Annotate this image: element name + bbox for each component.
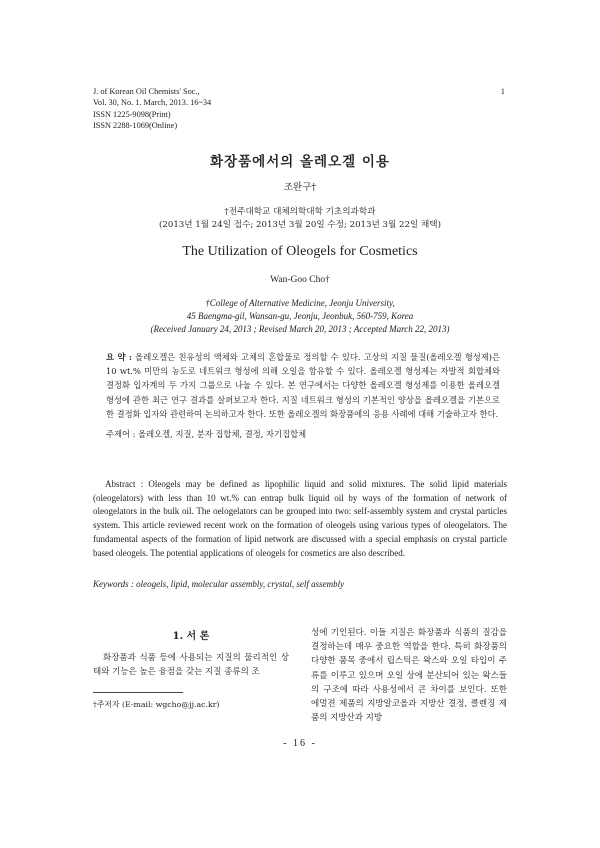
journal-header-line: Vol. 30, No. 1. March, 2013. 16~34 xyxy=(93,98,212,108)
abstract-korean-text: 올레오겔은 친유성의 액체와 고체의 혼합물로 정의할 수 있다. 고상의 지질 물질(올레오겔 형성제)은 10 wt.% 미만의 농도로 네트워크 형성에 의해 오일을 함유할 수 있다. 올레오겔 형성제는 자발적 회합체와 결정화 입자계의 두 가지 그룹으로 나눌 수 있다. 본 연구에서는 다양한 올레오겔 형성제를 이용한 올레오겔 형성에 관한 최근 연구 결과를 살펴보고자 한다. 지질 네트워크 형성의 기본적인 양상을 올레오겔을 기본으로 한 결정화 입자와 관련하여 논의하고자 한다. 또한 올레오겔의 화장품에의 응용 사례에 대해 기술하고자 한다. xyxy=(106,352,500,419)
corresponding-author-footnote: †주저자 (E-mail: wgcho@jj.ac.kr) xyxy=(93,700,220,709)
affiliation-korean xyxy=(0,206,600,232)
body-column-left xyxy=(93,651,289,679)
body-paragraph: 성에 기인된다. 이들 지질은 화장품과 식품의 질감을 결정하는데 매우 중요한 역할을 한다. 특히 화장품의 다양한 품목 중에서 립스틱은 왁스와 오일 타입이 주류를 이루고 있으며 오일 상에 분산되어 있는 왁스들의 구조에 따라 사용성에서 큰 차이를 보인다. 또한 에멀젼 제품의 지방알코올과 지방산 결정, 클렌징 제품의 지방산과 지방 xyxy=(311,628,507,724)
body-column-right xyxy=(311,626,507,725)
journal-header-line: J. of Korean Oil Chemists' Soc., xyxy=(93,87,200,96)
journal-header-line: ISSN 2288-1069(Online) xyxy=(93,121,178,131)
paper-title-korean: 화장품에서의 올레오겔 이용 xyxy=(210,154,390,170)
affiliation-english-line: †College of Alternative Medicine, Jeonju University, xyxy=(205,298,395,308)
abstract-english xyxy=(93,478,507,560)
abstract-korean-label: 요 약 : xyxy=(106,352,132,362)
abstract-english-label: Abstract xyxy=(105,479,136,489)
journal-header-line: ISSN 1225-9098(Print) xyxy=(93,109,171,119)
page-number-top: 1 xyxy=(500,86,505,96)
author-english: Wan-Goo Cho† xyxy=(270,275,330,285)
abstract-korean xyxy=(106,350,500,421)
keywords-korean: 주제어 : 올레오겔, 지질, 분자 집합체, 결정, 자기집합체 xyxy=(106,429,307,439)
affiliation-english-address: 45 Baengma-gil, Wansan-gu, Jeonju, Jeonbuk, 560-759, Korea xyxy=(186,311,414,321)
affiliation-english xyxy=(0,297,600,336)
footnote-divider xyxy=(93,692,183,693)
body-paragraph: 화장품과 식품 등에 사용되는 지질의 물리적인 상태와 기능은 높은 융점을 갖는 지질 종류의 조 xyxy=(93,653,289,678)
paper-title-english: The Utilization of Oleogels for Cosmetics xyxy=(182,244,418,259)
affiliation-korean-dates: (2013년 1월 24일 접수; 2013년 3월 20일 수정; 2013년 3월 22일 채택) xyxy=(159,220,441,230)
author-korean: 조완구† xyxy=(283,182,317,193)
keywords-english: Keywords : oleogels, lipid, molecular assembly, crystal, self assembly xyxy=(93,579,345,589)
affiliation-english-dates: (Received January 24, 2013 ; Revised March 20, 2013 ; Accepted March 22, 2013) xyxy=(150,324,450,334)
affiliation-korean-line: †전주대학교 대체의학대학 기초의과학과 xyxy=(224,207,376,217)
page-number-bottom: - 16 - xyxy=(283,738,317,749)
section-heading-introduction: 1. 서 론 xyxy=(172,631,210,642)
abstract-english-text: : Oleogels may be defined as lipophilic liquid and solid mixtures. The solid lipid materials (oleogelators) with less than 10 wt.% can entrap bulk liquid oil by ways of the formation of network of oleogelators in the bulk oil. The oelogelators can be grouped into two: self-assembly system and crystal particles system. This article reviewed recent work on the formation of oleogels using various types of oleogelators. The fundamental aspects of the formation of lipid network are discussed with a special emphasis on crystal particle based oleogels. The potential applications of oleogels for cosmetics are also described. xyxy=(93,479,507,558)
journal-header xyxy=(93,86,211,132)
